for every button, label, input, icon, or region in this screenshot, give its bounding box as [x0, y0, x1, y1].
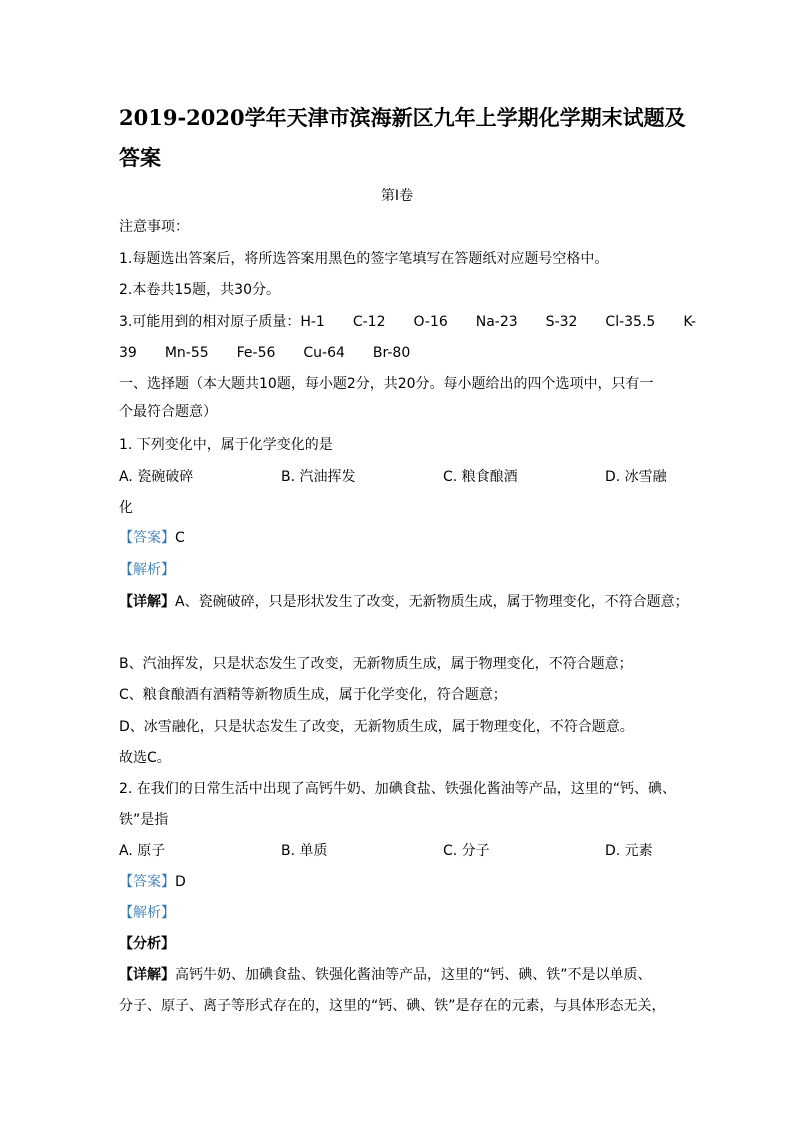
fenxi-label: 【分析】 [119, 936, 175, 952]
option-b: B. 单质 [281, 843, 328, 859]
note-2: 2.本卷共15题，共30分。 [119, 282, 280, 298]
option-c: C. 分子 [443, 843, 490, 859]
detail-text: A、瓷碗破碎，只是形状发生了改变，无新物质生成，属于物理变化，不符合题意； [175, 594, 689, 610]
detail-b: B、汽油挥发，只是状态发生了改变，无新物质生成，属于物理变化，不符合题意； [119, 656, 633, 672]
analysis-label: 【解析】 [119, 562, 175, 578]
section-heading-line1: 一、选择题（本大题共10题，每小题2分，共20分。每小题给出的四个选项中，只有一 [119, 376, 654, 392]
document-title-line2: 答案 [119, 145, 161, 170]
question-1-stem: 1. 下列变化中，属于化学变化的是 [119, 437, 333, 453]
option-d: D. 元素 [605, 843, 653, 859]
note-3: 3.可能用到的相对原子质量：H-1 C-12 O-16 Na-23 S-32 Cl-35.5 K- [119, 314, 697, 330]
answer-line [119, 528, 185, 548]
option-d-wrap: 化 [119, 500, 133, 516]
answer-value: C [175, 530, 185, 546]
note-1: 1.每题选出答案后，将所选答案用黑色的签字笔填写在答题纸对应题号空格中。 [119, 251, 609, 267]
detail-conclusion: 故选C。 [119, 750, 171, 766]
option-a: A. 瓷碗破碎 [119, 469, 194, 485]
option-a: A. 原子 [119, 843, 166, 859]
answer-value: D [175, 874, 186, 890]
option-d: D. 冰雪融 [605, 469, 667, 485]
question-1-options [119, 467, 679, 487]
document-title-line1: 2019-2020学年天津市滨海新区九年上学期化学期末试题及 [119, 105, 686, 130]
detail-c: C、粮食酿酒有酒精等新物质生成，属于化学变化，符合题意； [119, 687, 507, 703]
answer-label: 【答案】 [119, 530, 175, 546]
detail-line [119, 965, 652, 985]
analysis-label: 【解析】 [119, 905, 175, 921]
question-2-stem-cont: 铁”是指 [119, 812, 169, 828]
detail-label: 【详解】 [119, 967, 175, 983]
section-heading-line2: 个最符合题意） [119, 404, 217, 420]
option-b: B. 汽油挥发 [281, 469, 356, 485]
detail-d: D、冰雪融化，只是状态发生了改变，无新物质生成，属于物理变化，不符合题意。 [119, 719, 634, 735]
notes-heading: 注意事项： [119, 219, 189, 235]
option-c: C. 粮食酿酒 [443, 469, 518, 485]
detail-cont: 分子、原子、离子等形式存在的，这里的“钙、碘、铁”是存在的元素，与具体形态无关， [119, 998, 666, 1014]
detail-label: 【详解】 [119, 594, 175, 610]
volume-heading: 第I卷 [380, 188, 414, 204]
detail-text: 高钙牛奶、加碘食盐、铁强化酱油等产品，这里的“钙、碘、铁”不是以单质、 [175, 967, 652, 983]
question-2-options [119, 841, 679, 861]
detail-line [119, 592, 689, 612]
answer-label: 【答案】 [119, 874, 175, 890]
question-2-stem: 2. 在我们的日常生活中出现了高钙牛奶、加碘食盐、铁强化酱油等产品，这里的“钙、碘、 [119, 781, 677, 797]
answer-line [119, 872, 186, 892]
note-3-cont: 39 Mn-55 Fe-56 Cu-64 Br-80 [119, 345, 411, 361]
